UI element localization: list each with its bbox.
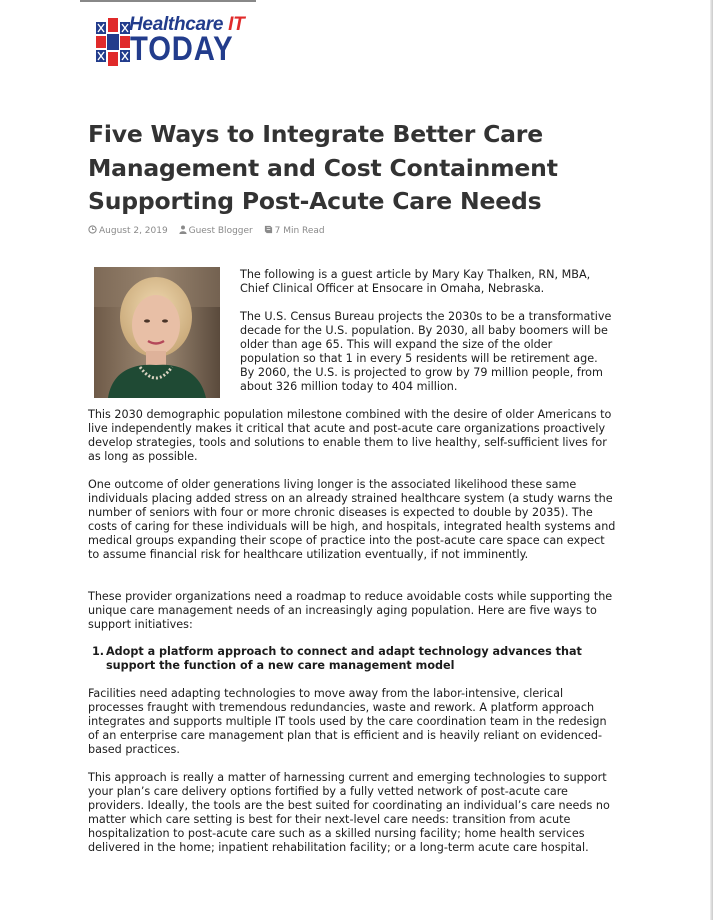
logo-wordmark-top: Healthcare IT (129, 14, 245, 35)
clock-icon (88, 225, 97, 234)
read-time-text: 7 Min Read (274, 226, 325, 236)
body-paragraph: These provider organizations need a roadmap to reduce avoidable costs while supporting the unique care management needs of an increasingly aging population. Here are five ways to support initiatives: (88, 590, 613, 631)
author-link[interactable]: Guest Blogger (188, 226, 253, 236)
body-paragraph: One outcome of older generations living longer is the associated likelihood these same individuals placing added stress on an already strained healthcare system (a study warns the number of seniors with four or more chronic diseases is expected to double by 2035). The costs of caring for these individuals will be high, and hospitals, integrated health systems and medical groups expanding their scope of practice into the post-acute care space can expect to assume financial risk for healthcare utilization eventually, if not imminently. (88, 478, 616, 561)
body-paragraph: This approach is really a matter of harnessing current and emerging technologies to support your plan’s care delivery options fortified by a fully vetted network of post-acute care providers. Ideally, the tools are the best suited for coordinating an individual’s care needs no matter which care setting is best for their next-level care needs: transition from acute hospitalization to post-acute care such as a skilled nursing facility; home health services delivered in the home; inpatient rehabilitation facility; or a long-term acute care hospital. (88, 771, 610, 854)
article-title: Five Ways to Integrate Better Care Management and Cost Containment Supporting Post-Acute Care Needs (88, 120, 558, 215)
cross-logo-icon (96, 16, 130, 68)
logo-wordmark-bottom: TODAY (130, 30, 234, 68)
list-number: 1. (92, 645, 105, 658)
article-meta (88, 224, 333, 238)
book-icon (264, 225, 273, 234)
body-paragraph: The U.S. Census Bureau projects the 2030s to be a transformative decade for the U.S. population. By 2030, all baby boomers will be older than age 65. This will expand the size of the older population so that 1 in every 5 residents will be retirement age. By 2060, the U.S. is projected to grow by 79 million people, from about 326 million today to 404 million. (240, 310, 612, 393)
body-paragraph: Facilities need adapting technologies to move away from the labor-intensive, clerical processes fraught with tremendous redundancies, waste and rework. A platform approach integrates and supports multiple IT tools used by the care coordination team in the redesign of an enterprise care management plan that is efficient and is heavily reliant on evidenced-based practices. (88, 687, 607, 756)
intro-paragraph: The following is a guest article by Mary Kay Thalken, RN, MBA, Chief Clinical Officer at Ensocare in Omaha, Nebraska. (240, 268, 591, 295)
body-paragraph: This 2030 demographic population milestone combined with the desire of older Americans to live independently makes it critical that acute and post-acute care organizations proactively develop strategies, tools and solutions to enable them to live healthy, self-sufficient lives for as long as possible. (88, 408, 612, 463)
meta-read-time (264, 226, 325, 236)
top-rule (80, 0, 256, 2)
date-text: August 2, 2019 (99, 226, 168, 236)
user-icon (179, 225, 187, 234)
author-photo (94, 267, 220, 398)
list-text: Adopt a platform approach to connect and adapt technology advances that support the function of a new care management model (106, 645, 582, 672)
site-logo[interactable] (96, 14, 246, 70)
meta-date (88, 226, 171, 236)
meta-author[interactable] (179, 226, 256, 236)
